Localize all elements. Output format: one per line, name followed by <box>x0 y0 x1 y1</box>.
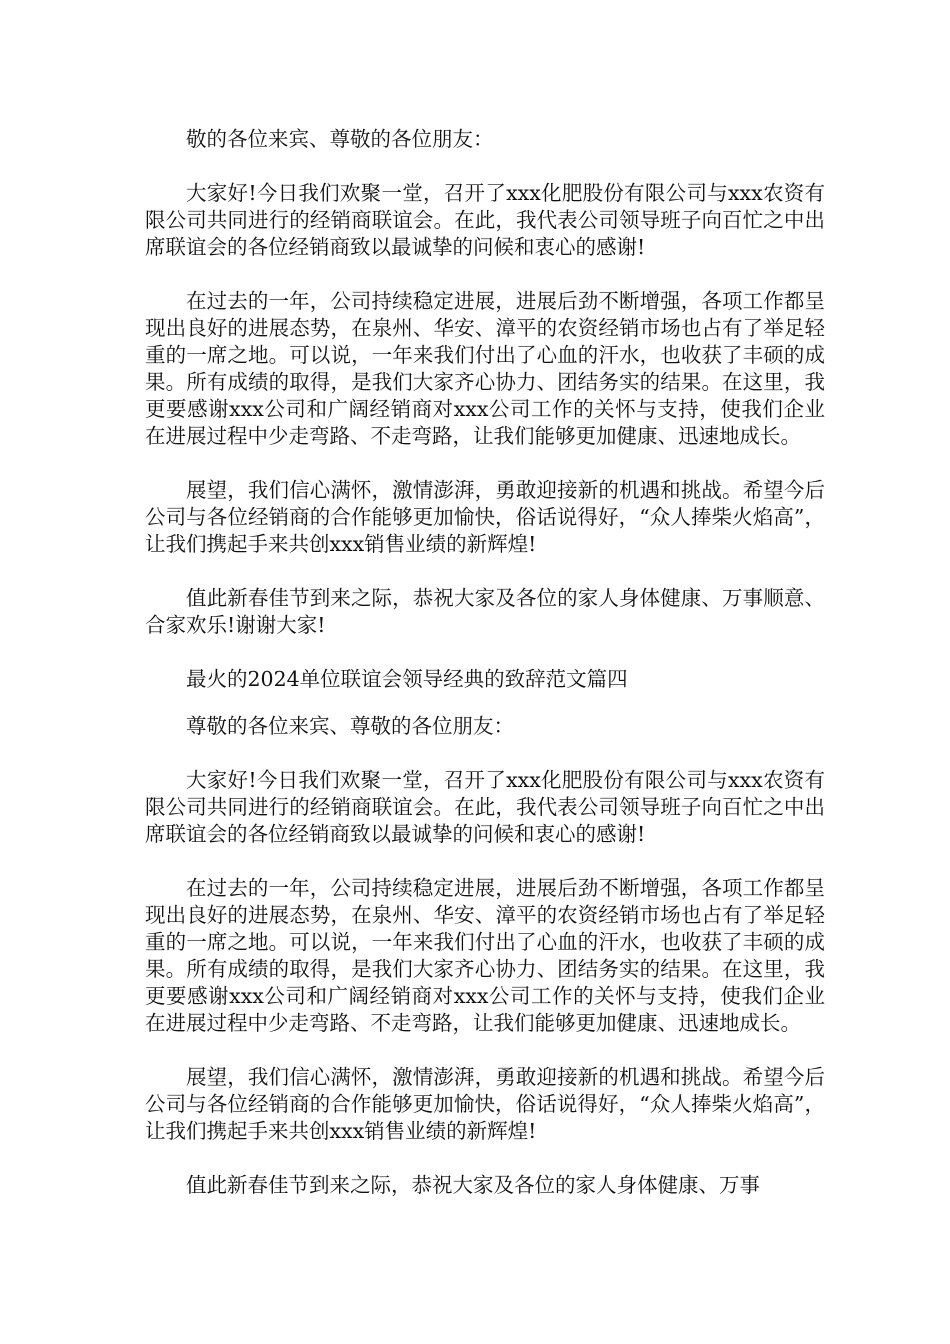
greeting-paragraph-2: 大家好!今日我们欢聚一堂，召开了xxx化肥股份有限公司与xxx农资有限公司共同进行的经销商联谊会。在此，我代表公司领导班子向百忙之中出席联谊会的各位经销商致以最诚挚的问候和衷心的感谢! <box>145 768 825 846</box>
greeting-paragraph: 大家好!今日我们欢聚一堂，召开了xxx化肥股份有限公司与xxx农资有限公司共同进行的经销商联谊会。在此，我代表公司领导班子向百忙之中出席联谊会的各位经销商致以最诚挚的问候和衷心的感谢! <box>145 181 825 259</box>
wishes-paragraph: 值此新春佳节到来之际，恭祝大家及各位的家人身体健康、万事顺意、合家欢乐!谢谢大家! <box>145 586 825 637</box>
review-paragraph: 在过去的一年，公司持续稳定进展，进展后劲不断增强，各项工作都呈现出良好的进展态势，在泉州、华安、漳平的农资经销市场也占有了举足轻重的一席之地。可以说，一年来我们付出了心血的汗水，也收获了丰硕的成果。所有成绩的取得，是我们大家齐心协力、团结务实的结果。在这里，我更要感谢xxx公司和广阔经销商对xxx公司工作的关怀与支持，使我们企业在进展过程中少走弯路、不走弯路，让我们能够更加健康、迅速地成长。 <box>145 289 825 448</box>
salutation-paragraph-2: 尊敬的各位来宾、尊敬的各位朋友： <box>186 714 514 738</box>
review-paragraph-2: 在过去的一年，公司持续稳定进展，进展后劲不断增强，各项工作都呈现出良好的进展态势，在泉州、华安、漳平的农资经销市场也占有了举足轻重的一席之地。可以说，一年来我们付出了心血的汗水，也收获了丰硕的成果。所有成绩的取得，是我们大家齐心协力、团结务实的结果。在这里，我更要感谢xxx公司和广阔经销商对xxx公司工作的关怀与支持，使我们企业在进展过程中少走弯路、不走弯路，让我们能够更加健康、迅速地成长。 <box>145 876 825 1035</box>
document-body <box>145 126 825 1226</box>
salutation-paragraph: 敬的各位来宾、尊敬的各位朋友： <box>186 127 494 151</box>
section-heading: 最火的2024单位联谊会领导经典的致辞范文篇四 <box>186 667 628 691</box>
wishes-paragraph-2: 值此新春佳节到来之际，恭祝大家及各位的家人身体健康、万事 <box>186 1173 760 1197</box>
outlook-paragraph-2: 展望，我们信心满怀，激情澎湃，勇敢迎接新的机遇和挑战。希望今后公司与各位经销商的合作能够更加愉快，俗话说得好，“众人捧柴火焰高”，让我们携起手来共创xxx销售业绩的新辉煌! <box>145 1065 825 1143</box>
outlook-paragraph: 展望，我们信心满怀，激情澎湃，勇敢迎接新的机遇和挑战。希望今后公司与各位经销商的合作能够更加愉快，俗话说得好，“众人捧柴火焰高”，让我们携起手来共创xxx销售业绩的新辉煌! <box>145 478 825 556</box>
